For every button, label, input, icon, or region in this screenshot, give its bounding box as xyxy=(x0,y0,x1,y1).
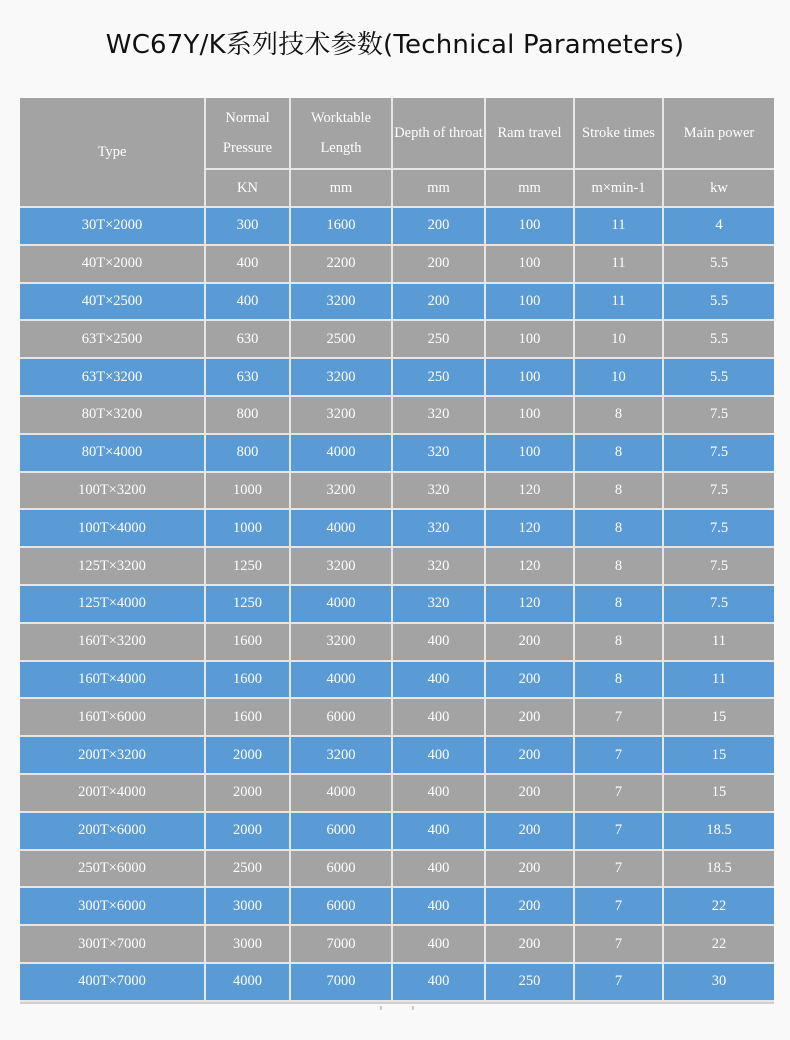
cell-stroke-times: 8 xyxy=(575,586,664,624)
cell-main-power: 7.5 xyxy=(664,473,774,511)
table-row xyxy=(20,888,774,926)
cell-normal-pressure: 2000 xyxy=(206,813,291,851)
table-row xyxy=(20,246,774,284)
cell-normal-pressure: 800 xyxy=(206,435,291,473)
cell-depth-of-throat: 400 xyxy=(393,851,486,889)
cell-type: 63T×3200 xyxy=(20,359,206,397)
cell-ram-travel: 200 xyxy=(486,662,575,700)
cell-ram-travel: 120 xyxy=(486,510,575,548)
cell-normal-pressure: 400 xyxy=(206,246,291,284)
cell-stroke-times: 7 xyxy=(575,699,664,737)
cell-ram-travel: 200 xyxy=(486,813,575,851)
cell-main-power: 5.5 xyxy=(664,284,774,322)
cell-worktable-length: 3200 xyxy=(291,473,393,511)
cell-main-power: 22 xyxy=(664,888,774,926)
cell-ram-travel: 100 xyxy=(486,321,575,359)
cell-type: 80T×4000 xyxy=(20,435,206,473)
cell-type: 100T×3200 xyxy=(20,473,206,511)
table-row xyxy=(20,851,774,889)
cell-normal-pressure: 2000 xyxy=(206,737,291,775)
cell-depth-of-throat: 250 xyxy=(393,359,486,397)
cell-ram-travel: 200 xyxy=(486,888,575,926)
cell-normal-pressure: 1250 xyxy=(206,586,291,624)
cell-ram-travel: 100 xyxy=(486,284,575,322)
cell-normal-pressure: 1250 xyxy=(206,548,291,586)
table-row xyxy=(20,586,774,624)
cell-stroke-times: 11 xyxy=(575,208,664,246)
technical-parameters-table xyxy=(20,98,774,1004)
cell-worktable-length: 3200 xyxy=(291,359,393,397)
cell-depth-of-throat: 200 xyxy=(393,208,486,246)
cell-depth-of-throat: 400 xyxy=(393,624,486,662)
cell-normal-pressure: 800 xyxy=(206,397,291,435)
table-body xyxy=(20,208,774,1002)
cell-stroke-times: 7 xyxy=(575,775,664,813)
cell-type: 80T×3200 xyxy=(20,397,206,435)
cell-worktable-length: 3200 xyxy=(291,548,393,586)
cell-depth-of-throat: 320 xyxy=(393,473,486,511)
cell-depth-of-throat: 320 xyxy=(393,397,486,435)
cell-stroke-times: 8 xyxy=(575,548,664,586)
cell-main-power: 7.5 xyxy=(664,397,774,435)
cell-type: 160T×6000 xyxy=(20,699,206,737)
cell-main-power: 5.5 xyxy=(664,359,774,397)
cell-stroke-times: 7 xyxy=(575,737,664,775)
unit-ram-travel: mm xyxy=(486,170,575,208)
cell-normal-pressure: 3000 xyxy=(206,926,291,964)
cell-ram-travel: 200 xyxy=(486,775,575,813)
cell-worktable-length: 4000 xyxy=(291,775,393,813)
cell-main-power: 5.5 xyxy=(664,246,774,284)
table-row xyxy=(20,208,774,246)
table-row xyxy=(20,662,774,700)
cell-depth-of-throat: 320 xyxy=(393,435,486,473)
cell-normal-pressure: 3000 xyxy=(206,888,291,926)
cell-worktable-length: 3200 xyxy=(291,737,393,775)
cell-normal-pressure: 1000 xyxy=(206,510,291,548)
table-row xyxy=(20,510,774,548)
cell-main-power: 7.5 xyxy=(664,586,774,624)
unit-stroke-times: m×min-1 xyxy=(575,170,664,208)
cell-depth-of-throat: 400 xyxy=(393,888,486,926)
cell-main-power: 11 xyxy=(664,662,774,700)
cell-stroke-times: 7 xyxy=(575,926,664,964)
cell-stroke-times: 7 xyxy=(575,888,664,926)
cell-normal-pressure: 1600 xyxy=(206,662,291,700)
cell-main-power: 7.5 xyxy=(664,510,774,548)
table-row xyxy=(20,435,774,473)
cell-normal-pressure: 2000 xyxy=(206,775,291,813)
cell-worktable-length: 4000 xyxy=(291,662,393,700)
cell-worktable-length: 3200 xyxy=(291,284,393,322)
cell-ram-travel: 250 xyxy=(486,964,575,1002)
cell-stroke-times: 7 xyxy=(575,964,664,1002)
cell-worktable-length: 7000 xyxy=(291,964,393,1002)
cell-stroke-times: 8 xyxy=(575,510,664,548)
cell-type: 100T×4000 xyxy=(20,510,206,548)
cell-depth-of-throat: 320 xyxy=(393,586,486,624)
table-row xyxy=(20,699,774,737)
table-row xyxy=(20,737,774,775)
cell-stroke-times: 7 xyxy=(575,813,664,851)
cell-type: 160T×3200 xyxy=(20,624,206,662)
table-row xyxy=(20,775,774,813)
cell-normal-pressure: 630 xyxy=(206,321,291,359)
cell-normal-pressure: 400 xyxy=(206,284,291,322)
divider-mark xyxy=(380,1006,382,1010)
cell-type: 250T×6000 xyxy=(20,851,206,889)
cell-stroke-times: 7 xyxy=(575,851,664,889)
cell-type: 160T×4000 xyxy=(20,662,206,700)
cell-worktable-length: 1600 xyxy=(291,208,393,246)
cell-main-power: 7.5 xyxy=(664,435,774,473)
cell-main-power: 15 xyxy=(664,775,774,813)
cell-main-power: 30 xyxy=(664,964,774,1002)
cell-main-power: 15 xyxy=(664,737,774,775)
cell-type: 40T×2500 xyxy=(20,284,206,322)
divider-mark xyxy=(412,1006,414,1010)
cell-type: 30T×2000 xyxy=(20,208,206,246)
cell-depth-of-throat: 400 xyxy=(393,699,486,737)
cell-ram-travel: 200 xyxy=(486,926,575,964)
cell-depth-of-throat: 400 xyxy=(393,775,486,813)
header-depth-of-throat: Depth of throat xyxy=(393,98,486,170)
table-row xyxy=(20,359,774,397)
cell-depth-of-throat: 400 xyxy=(393,662,486,700)
header-normal-pressure: Normal Pressure xyxy=(206,98,291,170)
unit-main-power: kw xyxy=(664,170,774,208)
cell-stroke-times: 8 xyxy=(575,397,664,435)
cell-ram-travel: 200 xyxy=(486,737,575,775)
page-title: WC67Y/K系列技术参数(Technical Parameters) xyxy=(105,30,685,60)
table-row xyxy=(20,321,774,359)
cell-type: 400T×7000 xyxy=(20,964,206,1002)
cell-depth-of-throat: 400 xyxy=(393,737,486,775)
cell-normal-pressure: 1600 xyxy=(206,699,291,737)
table-row xyxy=(20,926,774,964)
cell-main-power: 7.5 xyxy=(664,548,774,586)
cell-worktable-length: 7000 xyxy=(291,926,393,964)
cell-depth-of-throat: 400 xyxy=(393,964,486,1002)
table-row xyxy=(20,548,774,586)
cell-stroke-times: 10 xyxy=(575,321,664,359)
cell-depth-of-throat: 200 xyxy=(393,246,486,284)
cell-main-power: 18.5 xyxy=(664,851,774,889)
header-worktable-length: Worktable Length xyxy=(291,98,393,170)
cell-normal-pressure: 1000 xyxy=(206,473,291,511)
cell-stroke-times: 8 xyxy=(575,473,664,511)
cell-main-power: 11 xyxy=(664,624,774,662)
cell-ram-travel: 120 xyxy=(486,473,575,511)
cell-ram-travel: 100 xyxy=(486,435,575,473)
cell-ram-travel: 100 xyxy=(486,397,575,435)
cell-type: 40T×2000 xyxy=(20,246,206,284)
cell-main-power: 4 xyxy=(664,208,774,246)
cell-depth-of-throat: 320 xyxy=(393,548,486,586)
table-row xyxy=(20,284,774,322)
cell-ram-travel: 200 xyxy=(486,851,575,889)
cell-worktable-length: 6000 xyxy=(291,813,393,851)
cell-type: 300T×6000 xyxy=(20,888,206,926)
cell-type: 300T×7000 xyxy=(20,926,206,964)
cell-type: 200T×3200 xyxy=(20,737,206,775)
header-stroke-times: Stroke times xyxy=(575,98,664,170)
table-row xyxy=(20,624,774,662)
cell-depth-of-throat: 200 xyxy=(393,284,486,322)
cell-main-power: 22 xyxy=(664,926,774,964)
table-row xyxy=(20,473,774,511)
cell-ram-travel: 120 xyxy=(486,548,575,586)
header-type: Type xyxy=(20,98,206,208)
cell-main-power: 18.5 xyxy=(664,813,774,851)
cell-worktable-length: 4000 xyxy=(291,510,393,548)
cell-depth-of-throat: 320 xyxy=(393,510,486,548)
cell-stroke-times: 11 xyxy=(575,246,664,284)
table-row xyxy=(20,397,774,435)
cell-normal-pressure: 4000 xyxy=(206,964,291,1002)
cell-stroke-times: 8 xyxy=(575,435,664,473)
cell-ram-travel: 100 xyxy=(486,208,575,246)
cell-type: 125T×3200 xyxy=(20,548,206,586)
cell-stroke-times: 8 xyxy=(575,662,664,700)
cell-ram-travel: 100 xyxy=(486,359,575,397)
cell-ram-travel: 120 xyxy=(486,586,575,624)
header-main-power: Main power xyxy=(664,98,774,170)
cell-main-power: 5.5 xyxy=(664,321,774,359)
cell-type: 125T×4000 xyxy=(20,586,206,624)
cell-normal-pressure: 300 xyxy=(206,208,291,246)
cell-normal-pressure: 1600 xyxy=(206,624,291,662)
cell-worktable-length: 6000 xyxy=(291,699,393,737)
unit-depth-of-throat: mm xyxy=(393,170,486,208)
cell-ram-travel: 200 xyxy=(486,699,575,737)
cell-type: 200T×4000 xyxy=(20,775,206,813)
cell-type: 200T×6000 xyxy=(20,813,206,851)
cell-normal-pressure: 2500 xyxy=(206,851,291,889)
table-row xyxy=(20,964,774,1002)
cell-main-power: 15 xyxy=(664,699,774,737)
cell-worktable-length: 6000 xyxy=(291,851,393,889)
cell-ram-travel: 100 xyxy=(486,246,575,284)
cell-ram-travel: 200 xyxy=(486,624,575,662)
cell-stroke-times: 10 xyxy=(575,359,664,397)
cell-stroke-times: 8 xyxy=(575,624,664,662)
cell-worktable-length: 2200 xyxy=(291,246,393,284)
header-ram-travel: Ram travel xyxy=(486,98,575,170)
cell-worktable-length: 4000 xyxy=(291,435,393,473)
cell-worktable-length: 6000 xyxy=(291,888,393,926)
unit-normal-pressure: KN xyxy=(206,170,291,208)
cell-depth-of-throat: 250 xyxy=(393,321,486,359)
cell-worktable-length: 3200 xyxy=(291,397,393,435)
cell-depth-of-throat: 400 xyxy=(393,813,486,851)
table-row xyxy=(20,813,774,851)
cell-type: 63T×2500 xyxy=(20,321,206,359)
cell-worktable-length: 4000 xyxy=(291,586,393,624)
cell-worktable-length: 3200 xyxy=(291,624,393,662)
cell-stroke-times: 11 xyxy=(575,284,664,322)
unit-worktable-length: mm xyxy=(291,170,393,208)
cell-depth-of-throat: 400 xyxy=(393,926,486,964)
cell-worktable-length: 2500 xyxy=(291,321,393,359)
cell-normal-pressure: 630 xyxy=(206,359,291,397)
